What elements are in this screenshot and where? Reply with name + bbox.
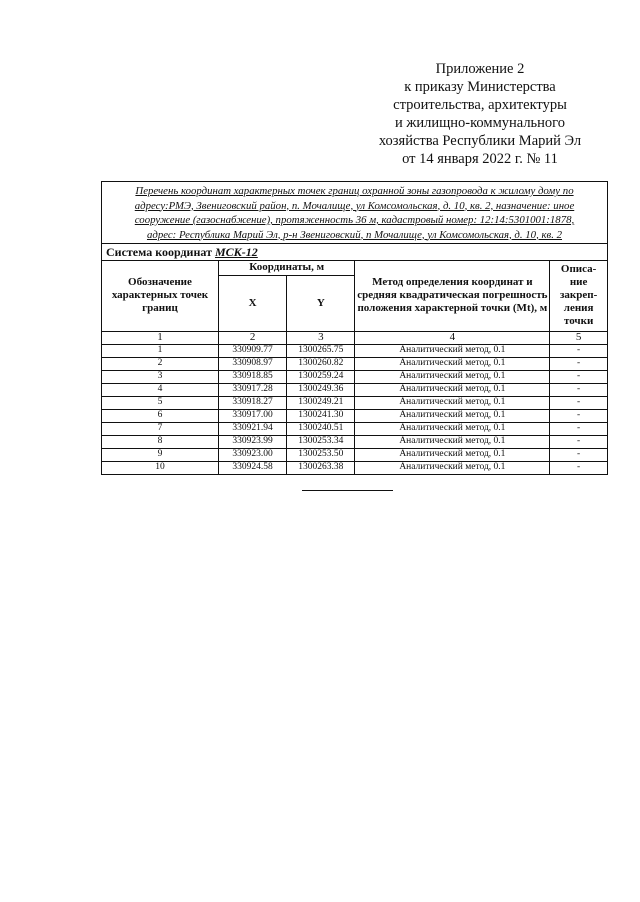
table-row [102,357,607,370]
header-y: Y [287,275,355,331]
cell-point: 7 [102,422,218,435]
cell-y: 1300263.38 [287,461,355,474]
cell-point: 8 [102,435,218,448]
cell-method: Аналитический метод, 0.1 [355,396,550,409]
cell-y: 1300241.30 [287,409,355,422]
table-body [102,331,607,474]
cell-x: 330918.85 [218,370,286,383]
cell-x: 330917.28 [218,383,286,396]
cell-method: Аналитический метод, 0.1 [355,409,550,422]
cell-description: - [550,461,607,474]
cell-x: 330923.00 [218,448,286,461]
cell-description: - [550,448,607,461]
cell-point: 5 [102,396,218,409]
appendix-line: Приложение 2 [435,61,525,77]
cell-point: 1 [102,344,218,357]
header-method: Метод определения координат и средняя квадратическая погрешность положения характерной точки (Mt), м [355,261,550,331]
column-number: 1 [102,331,218,344]
cell-description: - [550,383,607,396]
table-row [102,396,607,409]
cell-y: 1300253.34 [287,435,355,448]
cell-point: 9 [102,448,218,461]
cell-method: Аналитический метод, 0.1 [355,422,550,435]
appendix-line: строительства, архитектуры [393,97,567,113]
table-row [102,409,607,422]
cell-description: - [550,409,607,422]
cell-description: - [550,357,607,370]
coordinate-system-name: МСК-12 [214,245,258,259]
description-line: Перечень координат характерных точек границ охранной зоны газопровода к жилому дому по [135,185,574,197]
cell-description: - [550,370,607,383]
header-coordinates: Координаты, м [218,261,355,275]
cell-y: 1300240.51 [287,422,355,435]
cell-x: 330924.58 [218,461,286,474]
header-x: X [218,275,286,331]
coordinates-table [102,261,607,474]
cell-point: 4 [102,383,218,396]
appendix-line: к приказу Министерства [404,79,556,95]
cell-description: - [550,396,607,409]
table-row [102,448,607,461]
cell-description: - [550,344,607,357]
table-row [102,383,607,396]
cell-x: 330908.97 [218,357,286,370]
cell-x: 330909.77 [218,344,286,357]
cell-x: 330918.27 [218,396,286,409]
appendix-line: и жилищно-коммунального [394,115,566,131]
cell-point: 6 [102,409,218,422]
column-number: 3 [287,331,355,344]
cell-x: 330917.00 [218,409,286,422]
cell-method: Аналитический метод, 0.1 [355,383,550,396]
cell-point: 2 [102,357,218,370]
cell-method: Аналитический метод, 0.1 [355,370,550,383]
coordinate-system [102,244,607,261]
coordinate-system-label: Система координат [106,245,212,259]
cell-method: Аналитический метод, 0.1 [355,357,550,370]
cell-y: 1300265.75 [287,344,355,357]
cell-y: 1300260.82 [287,357,355,370]
header-description: Описа-ние закреп-ления точки [550,261,607,331]
cell-x: 330921.94 [218,422,286,435]
cell-x: 330923.99 [218,435,286,448]
table-row [102,344,607,357]
column-number-row [102,331,607,344]
cell-y: 1300259.24 [287,370,355,383]
appendix-header [360,60,600,168]
description-line: адресу:РМЭ, Звениговский район, п. Мочалище, ул Комсомольская, д. 10, кв. 2, назначение: иное [134,199,575,212]
table-row [102,370,607,383]
description-line: сооружение (газоснабжение), протяженность 36 м, кадастровый номер: 12:14:5301001:1878, [134,214,575,226]
coordinates-document-frame [101,181,608,475]
cell-y: 1300249.21 [287,396,355,409]
column-number: 2 [218,331,286,344]
column-number: 4 [355,331,550,344]
cell-y: 1300253.50 [287,448,355,461]
cell-description: - [550,435,607,448]
cell-method: Аналитический метод, 0.1 [355,448,550,461]
table-row [102,461,607,474]
cell-method: Аналитический метод, 0.1 [355,344,550,357]
cell-point: 3 [102,370,218,383]
column-number: 5 [550,331,607,344]
cell-method: Аналитический метод, 0.1 [355,461,550,474]
appendix-line: от 14 января 2022 г. № 11 [402,151,558,167]
table-row [102,435,607,448]
header-point: Обозначение характерных точек границ [102,261,218,331]
cell-description: - [550,422,607,435]
object-description [102,182,607,244]
cell-y: 1300249.36 [287,383,355,396]
cell-method: Аналитический метод, 0.1 [355,435,550,448]
description-line: адрес: Республика Марий Эл, р-н Звениговский, п Мочалище, ул Комсомольская, д. 10, кв. 2 [146,228,563,241]
table-row [102,422,607,435]
appendix-line: хозяйства Республики Марий Эл [378,133,582,149]
separator-line [302,490,393,491]
cell-point: 10 [102,461,218,474]
